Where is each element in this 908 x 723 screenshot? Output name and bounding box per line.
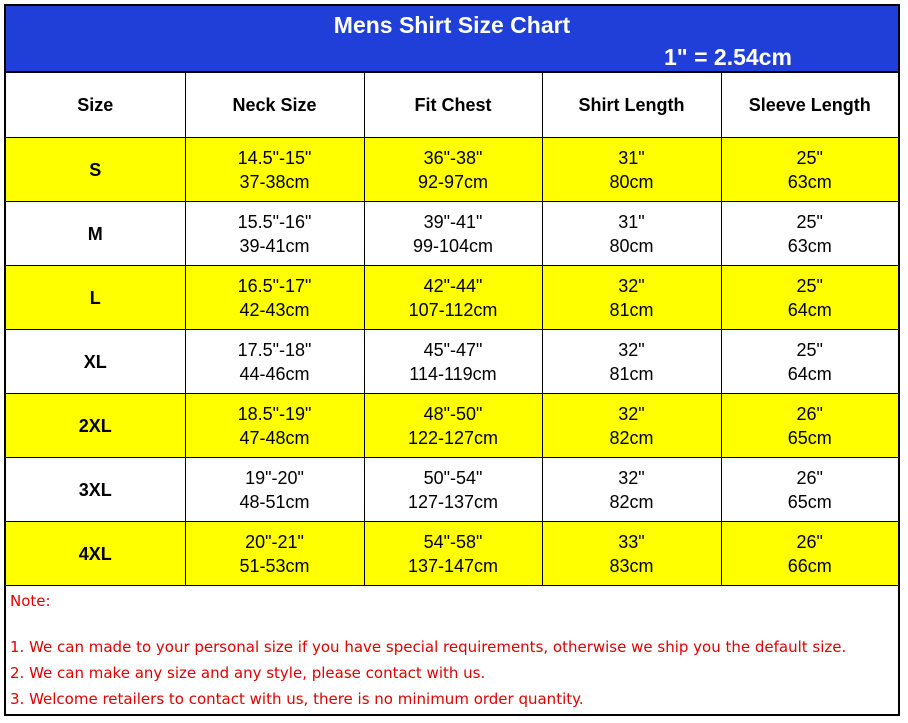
note-line: 2. We can make any size and any style, please contact with us. [10,664,486,682]
cm-value: 81cm [609,299,654,320]
neck-size-cell [185,266,364,330]
inch-value: 54"-58" [423,531,483,552]
cm-value: 80cm [609,235,654,256]
sleeve-length-cell [721,266,898,330]
inch-value: 20"-21" [245,531,304,552]
inch-value: 50"-54" [423,467,483,488]
cm-value: 92-97cm [417,171,489,192]
sleeve-length-cell [721,202,898,266]
cm-value: 39-41cm [239,235,310,256]
cm-value: 63cm [787,171,832,192]
cm-value: 66cm [787,555,832,576]
table-row [6,266,898,330]
sleeve-length-cell [721,394,898,458]
cm-value: 64cm [787,363,832,384]
cm-value: 64cm [787,299,832,320]
inch-value: 31" [618,211,645,232]
column-header-neck: Neck Size [185,73,364,138]
cm-value: 81cm [609,363,654,384]
fit-chest-cell [364,138,542,202]
cm-value: 127-137cm [407,491,499,512]
sleeve-length-cell [721,138,898,202]
column-header-sleeve: Sleeve Length [721,73,898,138]
cm-value: 107-112cm [408,299,498,320]
fit-chest-cell [364,266,542,330]
size-chart [4,4,900,716]
size-label-cell: 2XL [6,394,185,458]
size-label-cell: S [6,138,185,202]
inch-value: 18.5"-19" [237,403,312,424]
inch-value: 25" [796,211,823,232]
chart-title: Mens Shirt Size Chart [333,12,571,38]
inch-value: 19"-20" [245,467,304,488]
cm-value: 47-48cm [239,427,310,448]
cm-value: 80cm [609,171,654,192]
inch-value: 26" [796,467,823,488]
shirt-length-cell [542,458,721,522]
inch-value: 42"-44" [423,275,483,296]
fit-chest-cell [364,330,542,394]
size-label-cell: XL [6,330,185,394]
table-row [6,202,898,266]
column-header-size: Size [6,73,185,138]
fit-chest-cell [364,458,542,522]
cm-value: 63cm [787,235,832,256]
cm-value: 99-104cm [412,235,494,256]
cm-value: 83cm [609,555,654,576]
cm-value: 137-147cm [407,555,499,576]
size-label-cell: 4XL [6,522,185,586]
neck-size-cell [185,522,364,586]
size-label-cell: M [6,202,185,266]
inch-value: 32" [618,467,645,488]
neck-size-cell [185,330,364,394]
inch-value: 45"-47" [423,339,483,360]
shirt-length-cell [542,330,721,394]
sleeve-length-cell [721,522,898,586]
shirt-length-cell [542,266,721,330]
chart-header [6,6,898,72]
cm-value: 65cm [787,491,832,512]
inch-value: 26" [796,403,823,424]
cm-value: 51-53cm [239,555,310,576]
cm-value: 42-43cm [239,299,310,320]
inch-value: 25" [796,275,823,296]
note-line: 3. Welcome retailers to contact with us, there is no minimum order quantity. [10,690,584,708]
inch-value: 32" [618,403,645,424]
neck-size-cell [185,458,364,522]
size-label-cell: 3XL [6,458,185,522]
fit-chest-cell [364,522,542,586]
inch-value: 36"-38" [423,147,483,168]
shirt-length-cell [542,138,721,202]
neck-size-cell [185,202,364,266]
inch-value: 14.5"-15" [237,147,312,168]
cm-value: 65cm [787,427,832,448]
column-header-length: Shirt Length [542,73,721,138]
fit-chest-cell [364,394,542,458]
cm-value: 122-127cm [407,427,499,448]
inch-value: 17.5"-18" [237,339,312,360]
unit-conversion: 1" = 2.54cm [664,44,792,70]
table-row [6,522,898,586]
table-row [6,330,898,394]
inch-value: 16.5"-17" [237,275,312,296]
notes-label: Note: [10,592,51,610]
inch-value: 48"-50" [423,403,483,424]
size-table [6,72,898,586]
inch-value: 26" [796,531,823,552]
cm-value: 82cm [609,427,654,448]
shirt-length-cell [542,394,721,458]
cm-value: 44-46cm [239,363,310,384]
cm-value: 114-119cm [409,363,497,384]
shirt-length-cell [542,522,721,586]
sleeve-length-cell [721,330,898,394]
inch-value: 25" [796,147,823,168]
table-row [6,458,898,522]
inch-value: 32" [618,275,645,296]
size-label-cell: L [6,266,185,330]
table-body [6,138,898,586]
shirt-length-cell [542,202,721,266]
table-row [6,394,898,458]
column-header-chest: Fit Chest [364,73,542,138]
fit-chest-cell [364,202,542,266]
table-row [6,138,898,202]
note-line: 1. We can made to your personal size if you have special requirements, otherwise we ship you the default size. [10,638,847,656]
inch-value: 39"-41" [423,211,483,232]
cm-value: 37-38cm [239,171,310,192]
sleeve-length-cell [721,458,898,522]
cm-value: 82cm [609,491,654,512]
cm-value: 48-51cm [239,491,310,512]
inch-value: 33" [618,531,645,552]
table-header-row [6,73,898,138]
inch-value: 32" [618,339,645,360]
inch-value: 25" [796,339,823,360]
neck-size-cell [185,394,364,458]
neck-size-cell [185,138,364,202]
inch-value: 15.5"-16" [237,211,312,232]
inch-value: 31" [618,147,645,168]
